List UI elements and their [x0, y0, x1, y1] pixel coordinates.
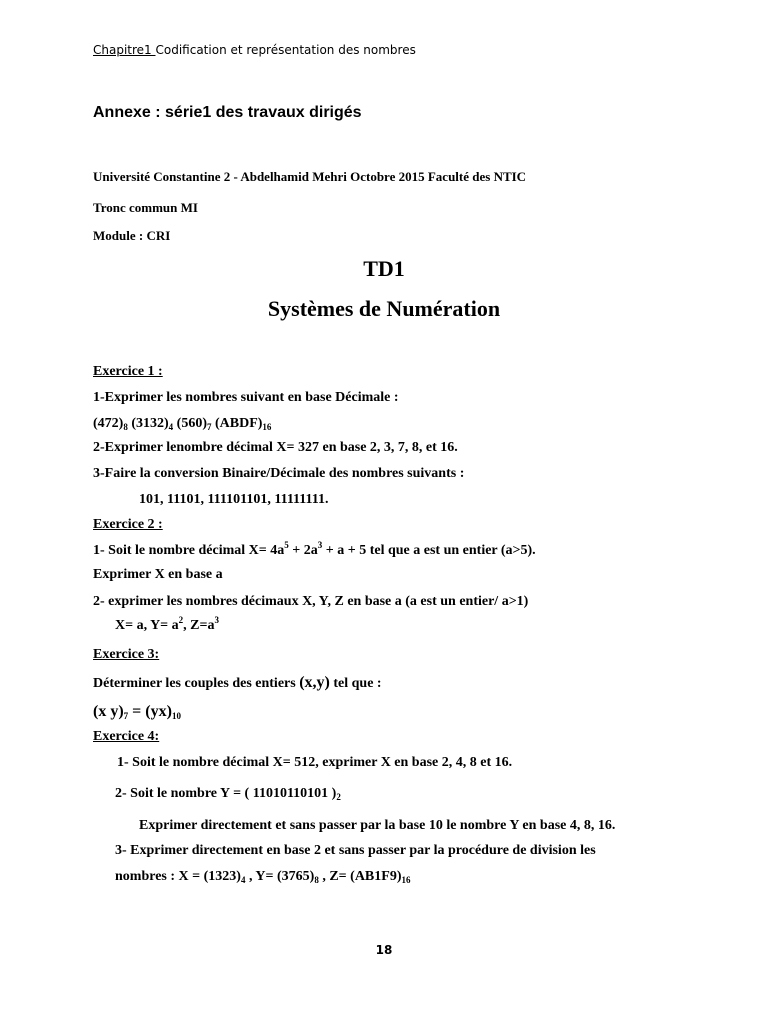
base: 10 — [171, 711, 181, 721]
exponent: 2 — [178, 615, 184, 625]
subject-title: Systèmes de Numération — [267, 296, 501, 321]
text-part: X= a, Y= a — [115, 618, 179, 633]
ex3-question — [93, 674, 382, 692]
tronc-line: Tronc commun MI — [93, 200, 198, 215]
text-part: + a + 5 tel que a est un entier (a>5). — [322, 543, 536, 558]
exponent: 5 — [284, 540, 289, 550]
exponent: 3 — [214, 615, 219, 625]
ex4-question-2 — [115, 786, 341, 802]
text-part: nombres : X = (1323) — [115, 869, 241, 884]
ex2-question-1-line-2: Exprimer X en base a — [93, 567, 223, 582]
text-part: , Z= (AB1F9) — [318, 869, 402, 884]
ex4-question-2-line-2: Exprimer directement et sans passer par la base 10 le nombre Y en base 4, 8, 16. — [139, 818, 616, 833]
text-part: = (yx) — [128, 703, 172, 720]
ex1-question-3: 3-Faire la conversion Binaire/Décimale des nombres suivants : — [93, 466, 465, 481]
ex1-numbers — [93, 416, 271, 432]
base: 7 — [123, 711, 129, 721]
text-part: (x y) — [93, 703, 124, 720]
number-base: 16 — [262, 422, 272, 432]
ex2-question-1 — [93, 540, 536, 559]
text-part: , Y= (3765) — [245, 869, 315, 884]
td-title: TD1 — [363, 256, 405, 281]
base: 2 — [336, 792, 341, 802]
exercise-2-heading: Exercice 2 : — [93, 517, 163, 532]
pair: (x,y) — [299, 674, 330, 691]
number-value: (560) — [176, 416, 207, 431]
ex2-question-2: 2- exprimer les nombres décimaux X, Y, Z en base a (a est un entier/ a>1) — [93, 594, 529, 609]
base: 8 — [314, 875, 319, 885]
ex1-question-1: 1-Exprimer les nombres suivant en base Décimale : — [93, 390, 399, 405]
base: 4 — [240, 875, 246, 885]
text-part: 1- Soit le nombre décimal X= 4a — [93, 543, 285, 558]
number-base: 8 — [123, 422, 128, 432]
number-value: (3132) — [131, 416, 169, 431]
text-part: Déterminer les couples des entiers — [93, 676, 300, 691]
exponent: 3 — [317, 540, 323, 550]
university-line: Université Constantine 2 - Abdelhamid Mehri Octobre 2015 Faculté des NTIC — [93, 169, 527, 184]
text-part: 2- Soit le nombre Y = ( 11010110101 ) — [115, 786, 337, 801]
number-base: 7 — [206, 422, 212, 432]
annex-title: Annexe : série1 des travaux dirigés — [93, 104, 362, 121]
page-header — [93, 43, 416, 57]
ex2-variables — [115, 615, 219, 634]
ex1-question-2: 2-Exprimer lenombre décimal X= 327 en base 2, 3, 7, 8, et 16. — [93, 440, 458, 455]
text-part: , Z=a — [183, 618, 215, 633]
number-base: 4 — [168, 422, 174, 432]
text-part: tel que : — [329, 676, 382, 691]
ex4-question-3-line-2 — [115, 869, 410, 885]
number-value: (472) — [93, 416, 124, 431]
exercise-4-heading: Exercice 4: — [93, 729, 160, 744]
number-value: (ABDF) — [214, 416, 263, 431]
module-line: Module : CRI — [93, 228, 171, 243]
ex4-question-1: 1- Soit le nombre décimal X= 512, exprimer X en base 2, 4, 8 et 16. — [117, 755, 513, 770]
base: 16 — [401, 875, 411, 885]
ex1-binaries: 101, 11101, 111101101, 11111111. — [139, 492, 329, 507]
ex4-question-3: 3- Exprimer directement en base 2 et sans passer par la procédure de division les — [115, 843, 596, 858]
page-number: 18 — [375, 943, 393, 957]
chapter-label: Chapitre1 — [93, 43, 156, 57]
text-part: + 2a — [288, 543, 318, 558]
chapter-title: Codification et représentation des nombres — [155, 43, 416, 57]
exercise-3-heading: Exercice 3: — [93, 647, 160, 662]
ex3-equation — [93, 703, 181, 721]
exercise-1-heading: Exercice 1 : — [93, 364, 163, 379]
